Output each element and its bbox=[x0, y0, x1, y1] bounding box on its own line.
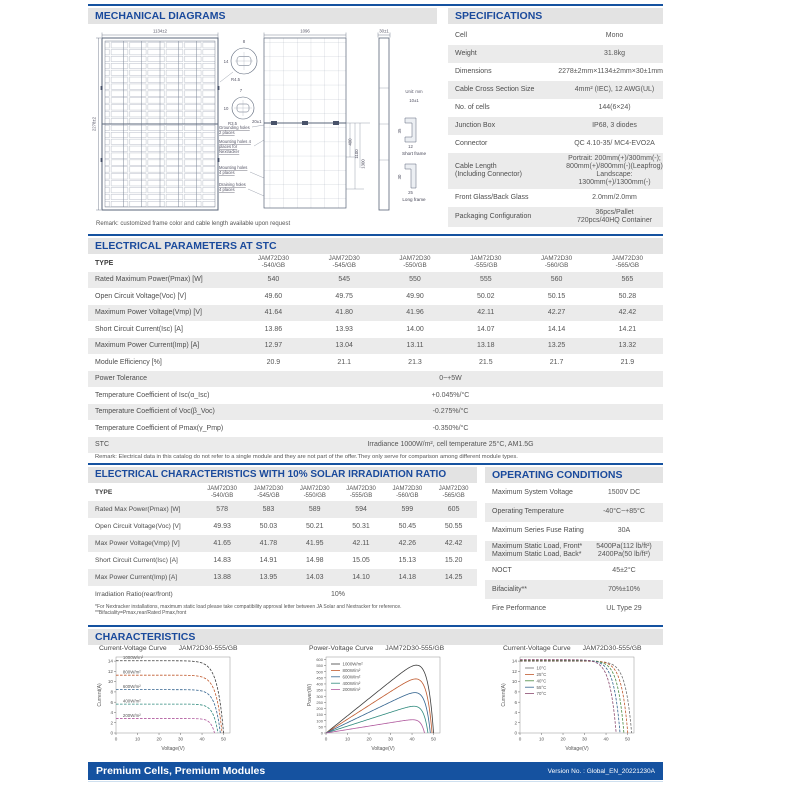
svg-text:50: 50 bbox=[220, 736, 227, 742]
column-header: JAM72D30 -550/GB bbox=[399, 255, 431, 270]
table-row bbox=[448, 63, 663, 81]
footer-slogan: Premium Cells, Premium Modules bbox=[96, 765, 266, 777]
row-value: IP68, 3 diodes bbox=[592, 121, 637, 129]
svg-text:800W/m²: 800W/m² bbox=[342, 668, 361, 673]
svg-text:10°C: 10°C bbox=[536, 665, 547, 671]
row-label: Maximum Static Load, Front* Maximum Static Load, Back* bbox=[492, 543, 583, 559]
svg-text:500: 500 bbox=[316, 669, 323, 675]
svg-text:250: 250 bbox=[316, 699, 323, 705]
dim-detail1-w: 8 bbox=[242, 39, 246, 44]
section-header-operating bbox=[485, 467, 663, 483]
junction-mark bbox=[333, 121, 339, 125]
dim-short-frame-w: 12 bbox=[408, 144, 413, 149]
table-row: Open Circuit Voltage(Voc) [V] 49.93 50.03 50.21 50.31 50.45 50.55 bbox=[95, 523, 463, 530]
svg-text:100: 100 bbox=[316, 718, 323, 724]
chart-title-text: Current-Voltage Curve bbox=[503, 645, 571, 652]
iv-irradiance-chart bbox=[94, 645, 246, 759]
iv-irradiance-plot bbox=[94, 653, 236, 759]
iv-temperature-chart bbox=[498, 645, 650, 759]
long-frame-section bbox=[405, 164, 416, 188]
column-header: JAM72D30 -555/GB bbox=[470, 255, 502, 270]
row-label: Bifaciality** bbox=[492, 585, 528, 593]
row-label: Dimensions bbox=[455, 67, 492, 75]
callout-mounting-line1: Mounting holes bbox=[219, 165, 248, 170]
dim-mount-400: 400 bbox=[347, 138, 353, 146]
svg-text:400W/m²: 400W/m² bbox=[342, 680, 361, 686]
table-row: Temperature Coefficient of Voc(β_Voc) -0.275%/°C bbox=[88, 404, 663, 421]
callout-grounding-line2: 2 places bbox=[219, 130, 235, 135]
table-row bbox=[448, 45, 663, 63]
irradiation-title: ELECTRICAL CHARACTERISTICS WITH 10% SOLAR IRRADIATION RATIO bbox=[95, 469, 447, 480]
column-header: JAM72D30 -545/GB bbox=[253, 486, 284, 499]
svg-text:20: 20 bbox=[560, 736, 566, 742]
table-row: Temperature Coefficient of Pmax(γ_Pmp) -0.350%/°C bbox=[95, 424, 469, 432]
svg-text:10: 10 bbox=[511, 679, 517, 685]
row-value: 2.0mm/2.0mm bbox=[592, 194, 637, 202]
section-header-mechanical bbox=[88, 8, 437, 24]
row-label: Cable Cross Section Size bbox=[455, 85, 535, 93]
svg-text:50: 50 bbox=[318, 724, 323, 730]
callout-leader-lines bbox=[248, 125, 264, 196]
junction-mark bbox=[271, 121, 277, 125]
svg-text:4: 4 bbox=[514, 710, 517, 716]
svg-text:6: 6 bbox=[110, 699, 113, 705]
svg-text:Voltage(V): Voltage(V) bbox=[565, 746, 589, 752]
section-rule bbox=[88, 463, 663, 465]
dim-line-front-height bbox=[96, 38, 101, 210]
svg-text:200W/m²: 200W/m² bbox=[122, 712, 141, 718]
row-value: Mono bbox=[605, 31, 624, 39]
column-header: JAM72D30 -540/GB bbox=[257, 255, 289, 270]
callout-draining-line1: Draining holes bbox=[219, 182, 246, 187]
dim-detail2-r: R3.5 bbox=[228, 121, 238, 126]
section-header-specifications bbox=[448, 8, 663, 24]
footnote-2: **Bifaciality=Pmax,rear/Rated Pmax,front bbox=[95, 610, 187, 617]
row-value: 1500V DC bbox=[607, 489, 641, 497]
row-label: Cell bbox=[455, 31, 468, 39]
row-label: Packaging Configuration bbox=[455, 213, 532, 221]
table-row bbox=[485, 580, 663, 599]
svg-text:0: 0 bbox=[110, 730, 113, 736]
svg-text:350: 350 bbox=[316, 687, 323, 693]
dim-side-width: 30±1 bbox=[379, 28, 389, 34]
svg-text:30: 30 bbox=[177, 736, 184, 742]
table-row bbox=[485, 503, 663, 522]
column-header: JAM72D30 -550/GB bbox=[299, 486, 330, 499]
svg-text:10: 10 bbox=[107, 679, 113, 685]
table-row bbox=[448, 135, 663, 153]
footer-bar bbox=[88, 762, 663, 780]
svg-text:Voltage(V): Voltage(V) bbox=[161, 746, 185, 752]
svg-text:0: 0 bbox=[518, 736, 522, 742]
svg-text:0: 0 bbox=[514, 730, 517, 736]
column-header: JAM72D30 -560/GB bbox=[392, 486, 423, 499]
row-value: 144(6×24) bbox=[598, 103, 631, 111]
irradiation-table bbox=[88, 484, 477, 603]
table-row: Short Circuit Current(Isc) [A] 14.83 14.91 14.98 15.05 15.13 15.20 bbox=[95, 557, 463, 564]
mounting-hole-mark bbox=[217, 158, 219, 162]
row-value: 5400Pa(112 lb/ft²) 2400Pa(50 lb/ft²) bbox=[596, 543, 652, 559]
row-value: 36pcs/Pallet 720pcs/40HQ Container bbox=[576, 209, 653, 225]
short-frame-section bbox=[405, 118, 416, 142]
row-value: UL Type 29 bbox=[606, 604, 642, 612]
table-row: Max Power Voltage(Vmp) [V] 41.65 41.78 41.95 42.11 42.26 42.42 bbox=[88, 535, 477, 552]
svg-text:8: 8 bbox=[110, 689, 113, 695]
column-header: JAM72D30 -565/GB bbox=[611, 255, 643, 270]
svg-text:Current(A): Current(A) bbox=[97, 683, 103, 707]
row-value: 31.8kg bbox=[603, 49, 626, 57]
characteristics-title: CHARACTERISTICS bbox=[95, 631, 196, 643]
svg-text:50: 50 bbox=[624, 736, 631, 742]
dim-long-frame-w: 25 bbox=[408, 190, 413, 195]
short-frame-label: Short frame bbox=[402, 151, 426, 156]
chart-title bbox=[304, 645, 456, 652]
table-row bbox=[448, 153, 663, 189]
row-label: Junction Box bbox=[455, 121, 496, 129]
svg-text:8: 8 bbox=[514, 689, 517, 695]
table-row: Rated Maximum Power(Pmax) [W] 540 545 550 555 560 565 bbox=[88, 272, 663, 289]
unit-label: Unit: mm bbox=[405, 89, 423, 94]
svg-text:0: 0 bbox=[324, 736, 328, 742]
row-value: 30A bbox=[617, 527, 631, 535]
pv-plot bbox=[304, 653, 446, 759]
row-value: 45±2°C bbox=[612, 566, 636, 574]
mechanical-diagram bbox=[92, 28, 452, 220]
operating-title: OPERATING CONDITIONS bbox=[492, 469, 623, 481]
svg-text:10: 10 bbox=[134, 736, 141, 742]
table-row: Temperature Coefficient of Isc(α_Isc) +0.045%/°C bbox=[95, 391, 470, 399]
stc-table bbox=[88, 255, 663, 453]
table-row bbox=[448, 189, 663, 207]
dim-detail1-h: 14 bbox=[223, 59, 229, 64]
svg-text:12: 12 bbox=[107, 668, 113, 674]
table-row bbox=[485, 561, 663, 580]
section-rule bbox=[88, 625, 663, 627]
table-row: Max Power Current(Imp) [A] 13.88 13.95 14.03 14.10 14.18 14.25 bbox=[88, 569, 477, 586]
svg-text:25°C: 25°C bbox=[536, 672, 547, 677]
footer-version: Version No. : Global_EN_20221230A bbox=[547, 767, 655, 775]
row-label: Weight bbox=[455, 49, 477, 57]
pv-chart bbox=[304, 645, 456, 759]
svg-text:14: 14 bbox=[107, 658, 113, 664]
dim-mount-1300: 1300 bbox=[360, 159, 366, 169]
svg-text:10: 10 bbox=[538, 736, 545, 742]
dim-mount-1100: 1100 bbox=[354, 149, 359, 159]
dim-detail2-w: 7 bbox=[239, 88, 243, 93]
table-row: Rated Max Power(Pmax) [W] 578 583 589 594 599 605 bbox=[88, 501, 477, 518]
row-label: Operating Temperature bbox=[492, 508, 564, 516]
svg-text:450: 450 bbox=[316, 675, 323, 681]
svg-text:550: 550 bbox=[316, 663, 323, 669]
svg-text:2: 2 bbox=[110, 720, 113, 726]
table-row bbox=[485, 522, 663, 541]
svg-text:30: 30 bbox=[387, 736, 394, 742]
mounting-hole-mark bbox=[217, 86, 219, 90]
operating-table bbox=[485, 484, 663, 618]
row-value: 2278±2mm×1134±2mm×30±1mm bbox=[558, 67, 663, 75]
table-row: Irradiation Ratio(rear/front) 10% bbox=[95, 591, 345, 598]
dim-detail2-slot: 20±1 bbox=[252, 119, 262, 124]
row-value: QC 4.10-35/ MC4-EVO2A bbox=[574, 139, 655, 147]
svg-text:20: 20 bbox=[156, 736, 162, 742]
svg-text:40: 40 bbox=[199, 736, 205, 742]
bottom-line bbox=[88, 781, 663, 782]
table-row: Maximum Power Voltage(Vmp) [V] 41.64 41.80 41.96 42.11 42.27 42.42 bbox=[88, 305, 663, 322]
row-label: NOCT bbox=[492, 566, 512, 574]
table-row bbox=[448, 99, 663, 117]
irradiation-footnotes bbox=[95, 604, 477, 617]
svg-text:40: 40 bbox=[603, 736, 609, 742]
table-header-row: TYPE JAM72D30 -540/GB JAM72D30 -545/GB JAM72D30 -550/GB JAM72D30 -555/GB JAM72D30 -560/GB JAM72D30 -565/GB bbox=[88, 484, 477, 501]
section-rule bbox=[88, 234, 663, 236]
chart-title-text: Power-Voltage Curve bbox=[309, 645, 374, 652]
mechanical-remark: Remark: customized frame color and cable length available upon request bbox=[96, 221, 291, 227]
dim-detail1-r: R4.5 bbox=[231, 77, 241, 82]
row-value: -40°C~+85°C bbox=[603, 508, 645, 516]
dim-long-frame-h: 30 bbox=[397, 174, 402, 180]
svg-text:12: 12 bbox=[511, 668, 517, 674]
table-row: STC Irradiance 1000W/m², cell temperature 25°C, AM1.5G bbox=[88, 437, 663, 454]
section-header-irradiation bbox=[88, 467, 477, 483]
svg-text:55°C: 55°C bbox=[536, 684, 547, 690]
section-header-characteristics bbox=[88, 629, 663, 645]
table-row bbox=[485, 541, 663, 561]
callout-mounting-line2: 4 places bbox=[219, 170, 235, 175]
long-frame-label: Long frame bbox=[402, 197, 426, 202]
row-label: Maximum Series Fuse Rating bbox=[492, 527, 584, 535]
stc-remark: Remark: Electrical data in this catalog do not refer to a single module and they are not part of the offer.They only serve for comparison among different module types. bbox=[95, 454, 518, 460]
specifications-title: SPECIFICATIONS bbox=[455, 10, 543, 22]
chart-model-text: JAM72D30-555/GB bbox=[385, 645, 445, 652]
svg-text:0: 0 bbox=[114, 736, 118, 742]
column-header: JAM72D30 -565/GB bbox=[438, 486, 469, 499]
svg-text:20: 20 bbox=[366, 736, 372, 742]
svg-text:10: 10 bbox=[344, 736, 351, 742]
table-row bbox=[448, 207, 663, 227]
svg-text:1000W/m²: 1000W/m² bbox=[342, 661, 363, 667]
callout-nextracker-line1: Mounting holes 4 bbox=[219, 139, 251, 144]
svg-text:200: 200 bbox=[316, 706, 323, 712]
column-header: JAM72D30 -540/GB bbox=[207, 486, 237, 499]
chart-title-text: Current-Voltage Curve bbox=[99, 645, 167, 652]
callout-nextracker-line2: places for bbox=[219, 144, 238, 149]
dim-detail2-h: 10 bbox=[223, 106, 229, 111]
detail-centerlines-2 bbox=[234, 100, 252, 116]
svg-text:150: 150 bbox=[316, 712, 323, 718]
iv-temperature-plot bbox=[498, 653, 640, 759]
table-row bbox=[448, 117, 663, 135]
svg-text:600W/m²: 600W/m² bbox=[122, 683, 141, 689]
svg-text:1000W/m²: 1000W/m² bbox=[122, 654, 144, 660]
row-value: 4mm² (IEC), 12 AWG(UL) bbox=[574, 85, 655, 93]
svg-text:50: 50 bbox=[430, 736, 437, 742]
svg-text:400: 400 bbox=[316, 681, 323, 687]
row-label: Front Glass/Back Glass bbox=[455, 194, 529, 202]
row-label: Fire Performance bbox=[492, 604, 547, 612]
chart-model-text: JAM72D30-555/GB bbox=[178, 645, 238, 652]
column-header: JAM72D30 -545/GB bbox=[328, 255, 360, 270]
table-row bbox=[485, 599, 663, 618]
mechanical-title: MECHANICAL DIAGRAMS bbox=[95, 10, 226, 22]
column-header: JAM72D30 -560/GB bbox=[541, 255, 573, 270]
dim-front-height: 2278±2 bbox=[92, 116, 97, 132]
table-row: Maximum Power Current(Imp) [A] 12.97 13.04 13.11 13.18 13.25 13.32 bbox=[88, 338, 663, 355]
callout-nextracker-line3: Nextracker bbox=[219, 149, 240, 154]
table-header-row: TYPE JAM72D30 -540/GB JAM72D30 -545/GB JAM72D30 -550/GB JAM72D30 -555/GB JAM72D30 -560/GB JAM72D30 -565/GB bbox=[88, 255, 663, 272]
dim-short-frame-h: 35 bbox=[397, 128, 402, 134]
svg-text:4: 4 bbox=[110, 710, 113, 716]
mounting-hole-mark bbox=[101, 86, 103, 90]
callout-grounding-line1: Grounding holes bbox=[219, 125, 250, 130]
table-row: Open Circuit Voltage(Voc) [V] 49.60 49.75 49.90 50.02 50.15 50.28 bbox=[95, 292, 637, 300]
svg-text:Current(A): Current(A) bbox=[501, 683, 507, 707]
dim-front-width: 1134±2 bbox=[153, 28, 167, 34]
row-value: Portrait: 200mm(+)/300mm(-); 800mm(+)/800mm(-)(Leapfrog) Landscape: 1300mm(+)/1300mm(-) bbox=[566, 155, 663, 187]
svg-text:300: 300 bbox=[316, 693, 323, 699]
chart-title bbox=[94, 645, 246, 652]
svg-text:30: 30 bbox=[581, 736, 588, 742]
svg-text:600W/m²: 600W/m² bbox=[342, 674, 361, 680]
mounting-hole-mark bbox=[101, 158, 103, 162]
svg-text:Voltage(V): Voltage(V) bbox=[371, 746, 395, 752]
chart-model-text: JAM72D30-555/GB bbox=[582, 645, 642, 652]
svg-text:600: 600 bbox=[316, 657, 323, 663]
footnote-1: *For Nextracker installations, maximum static load please take compatibility approval letter between JA Solar and Nextracker for reference. bbox=[95, 604, 402, 610]
table-row bbox=[448, 81, 663, 99]
svg-text:0: 0 bbox=[320, 730, 323, 736]
table-row: Short Circuit Current(Isc) [A] 13.86 13.93 14.00 14.07 14.14 14.21 bbox=[95, 325, 637, 333]
dim-rear-width: 1096 bbox=[300, 28, 310, 34]
svg-text:14: 14 bbox=[511, 658, 517, 664]
row-label: Cable Length (Including Connector) bbox=[455, 163, 522, 179]
junction-mark bbox=[302, 121, 308, 125]
table-row bbox=[448, 27, 663, 45]
svg-text:2: 2 bbox=[514, 720, 517, 726]
detail-centerlines-1 bbox=[235, 52, 253, 70]
specifications-table bbox=[448, 27, 663, 227]
svg-text:800W/m²: 800W/m² bbox=[122, 669, 141, 675]
row-label: Maximum System Voltage bbox=[492, 489, 573, 497]
stc-title: ELECTRICAL PARAMETERS AT STC bbox=[95, 240, 277, 252]
svg-text:Power(W): Power(W) bbox=[307, 683, 313, 707]
svg-text:200W/m²: 200W/m² bbox=[342, 687, 361, 693]
callout-draining-line2: 4 places bbox=[219, 187, 235, 192]
svg-text:400W/m²: 400W/m² bbox=[122, 698, 141, 704]
frame-offset-label: 10±1 bbox=[409, 98, 419, 103]
section-header-stc bbox=[88, 238, 663, 254]
row-label: No. of cells bbox=[455, 103, 490, 111]
table-row bbox=[485, 484, 663, 503]
svg-text:6: 6 bbox=[514, 699, 517, 705]
row-label: Connector bbox=[455, 139, 488, 147]
svg-text:70°C: 70°C bbox=[536, 691, 547, 697]
table-row: Module Efficiency [%] 20.9 21.1 21.3 21.5 21.7 21.9 bbox=[95, 358, 635, 366]
svg-text:40: 40 bbox=[409, 736, 415, 742]
column-header: JAM72D30 -555/GB bbox=[346, 486, 376, 499]
svg-text:40°C: 40°C bbox=[536, 678, 547, 684]
table-row: Power Tolerance 0~+5W bbox=[88, 371, 663, 388]
row-value: 70%±10% bbox=[608, 585, 640, 593]
top-rule bbox=[88, 4, 663, 6]
chart-title bbox=[498, 645, 650, 652]
